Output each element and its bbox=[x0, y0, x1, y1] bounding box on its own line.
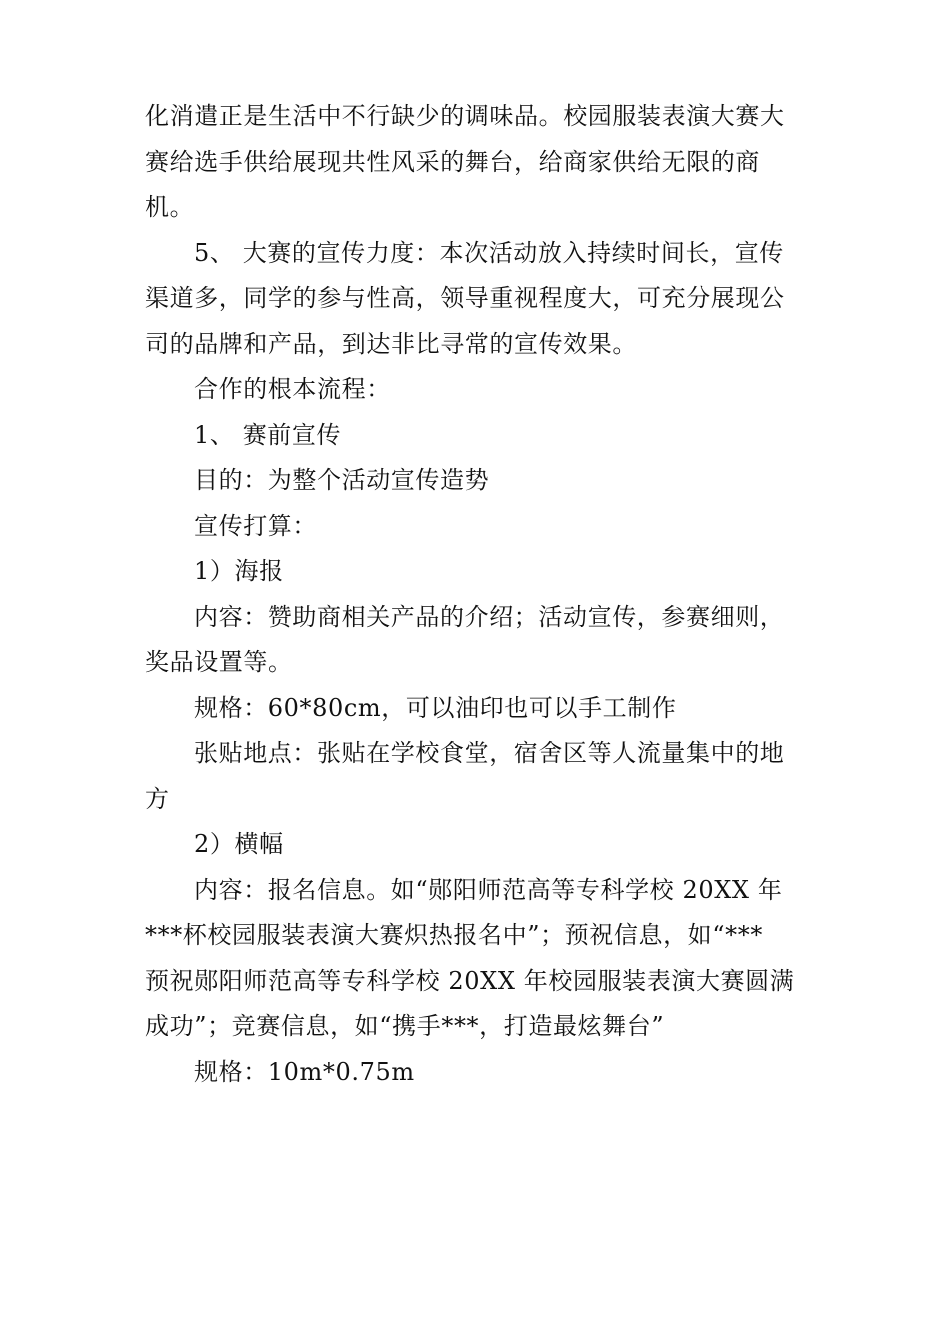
paragraph-line: 方 bbox=[145, 784, 170, 813]
paragraph-line: 内容：报名信息。如“郧阳师范高等专科学校 20XX 年 bbox=[194, 875, 783, 904]
paragraph-line: 内容：赞助商相关产品的介绍；活动宣传，参赛细则， bbox=[194, 602, 785, 631]
paragraph-line: 5、 大赛的宣传力度：本次活动放入持续时间长，宣传 bbox=[194, 238, 784, 267]
paragraph-line: 目的：为整个活动宣传造势 bbox=[194, 466, 490, 494]
paragraph-line: 赛给选手供给展现共性风采的舞台，给商家供给无限的商 bbox=[145, 147, 760, 176]
paragraph-line: 预祝郧阳师范高等专科学校 20XX 年校园服装表演大赛圆满 bbox=[145, 966, 795, 995]
paragraph-line: 奖品设置等。 bbox=[145, 648, 293, 676]
paragraph-line: 合作的根本流程： bbox=[194, 375, 391, 403]
paragraph bbox=[145, 231, 815, 368]
paragraph-line: 1）海报 bbox=[194, 557, 284, 585]
paragraph-line: 张贴地点：张贴在学校食堂，宿舍区等人流量集中的地 bbox=[194, 739, 785, 767]
paragraph bbox=[145, 595, 815, 686]
paragraph-line: ***杯校园服装表演大赛炽热报名中”；预祝信息，如“*** bbox=[145, 921, 763, 949]
paragraph bbox=[145, 1050, 815, 1096]
paragraph bbox=[145, 868, 815, 1050]
paragraph-line: 渠道多，同学的参与性高，领导重视程度大，可充分展现公 bbox=[145, 284, 785, 312]
paragraph bbox=[145, 413, 815, 459]
paragraph bbox=[145, 367, 815, 413]
paragraph bbox=[145, 549, 815, 595]
paragraph-line: 成功”；竞赛信息，如“携手***，打造最炫舞台” bbox=[145, 1012, 665, 1040]
paragraph-line: 1、 赛前宣传 bbox=[194, 420, 342, 449]
paragraph-line: 化消遣正是生活中不行缺少的调味品。校园服装表演大赛大 bbox=[145, 102, 785, 130]
paragraph bbox=[145, 822, 815, 868]
paragraph-line: 规格：10m*0.75m bbox=[194, 1057, 415, 1086]
paragraph-line: 宣传打算： bbox=[194, 511, 317, 540]
paragraph bbox=[145, 458, 815, 504]
paragraph bbox=[145, 731, 815, 822]
document-body bbox=[145, 94, 815, 1095]
paragraph bbox=[145, 686, 815, 732]
paragraph-line: 机。 bbox=[145, 193, 195, 221]
paragraph-line: 2）横幅 bbox=[194, 830, 284, 858]
paragraph bbox=[145, 504, 815, 550]
paragraph-line: 司的品牌和产品，到达非比寻常的宣传效果。 bbox=[145, 329, 637, 358]
paragraph bbox=[145, 94, 815, 231]
paragraph-line: 规格：60*80cm，可以油印也可以手工制作 bbox=[194, 693, 677, 722]
